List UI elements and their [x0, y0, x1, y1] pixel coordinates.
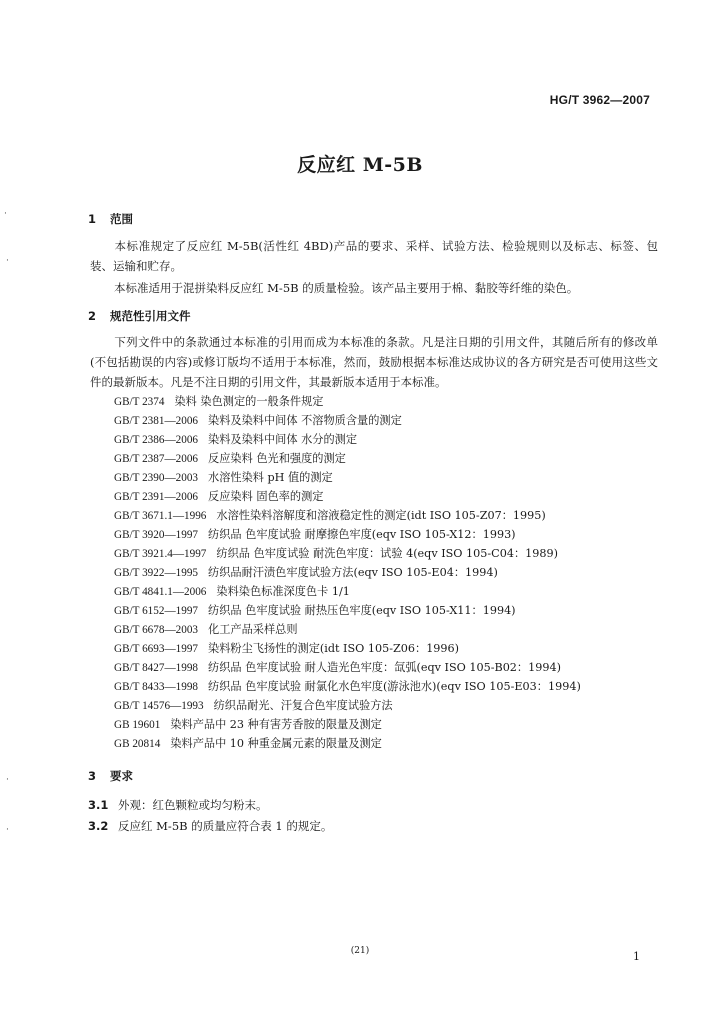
reference-title: 反应染料 固色率的测定 [208, 490, 324, 503]
reference-item [114, 544, 581, 563]
section-heading-requirements [88, 768, 133, 784]
reference-code: GB/T 2387—2006 [114, 453, 199, 465]
reference-item [114, 696, 581, 715]
reference-code: GB/T 4841.1—2006 [114, 586, 207, 598]
reference-code: GB/T 8427—1998 [114, 662, 199, 674]
section-number: 3 [88, 769, 97, 783]
reference-item [114, 582, 581, 601]
section-number: 1 [88, 212, 97, 226]
reference-code: GB/T 2390—2003 [114, 472, 199, 484]
page-number: 1 [633, 950, 640, 963]
clause-number: 3.1 [88, 798, 109, 812]
section-title: 要求 [110, 769, 133, 783]
reference-title: 染料 染色测定的一般条件规定 [174, 395, 324, 408]
scan-mark: · [6, 775, 9, 785]
section-title: 规范性引用文件 [110, 309, 191, 323]
reference-title: 反应染料 色光和强度的测定 [208, 452, 346, 465]
reference-code: GB/T 2386—2006 [114, 434, 199, 446]
reference-code: GB/T 14576—1993 [114, 700, 204, 712]
reference-code: GB/T 6678—2003 [114, 624, 199, 636]
reference-item [114, 563, 581, 582]
scan-mark: · [6, 256, 9, 266]
reference-code: GB 19601 [114, 719, 161, 731]
reference-title: 纺织品耐光、汗复合色牢度试验方法 [213, 699, 393, 712]
reference-code: GB 20814 [114, 738, 161, 750]
scan-mark: · [4, 209, 7, 219]
paragraph-text: 本标准规定了反应红 M-5B(活性红 4BD)产品的要求、采样、试验方法、检验规则以及标志、标签、包装、运输和贮存。 [90, 239, 658, 273]
reference-list [114, 392, 581, 753]
reference-item [114, 677, 581, 696]
reference-item [114, 392, 581, 411]
reference-code: GB/T 6152—1997 [114, 605, 199, 617]
paragraph-text: 下列文件中的条款通过本标准的引用而成为本标准的条款。凡是注日期的引用文件，其随后所有的修改单(不包括勘误的内容)或修订版均不适用于本标准，然而，鼓励根据本标准达成协议的各方研究是否可使用这些文件的最新版本。凡是不注日期的引用文件，其最新版本适用于本标准。 [90, 335, 658, 389]
section-number: 2 [88, 309, 97, 323]
scope-paragraph-2 [90, 278, 658, 298]
clause-number: 3.2 [88, 819, 109, 833]
reference-title: 化工产品采样总则 [208, 623, 298, 636]
scan-mark: · [6, 825, 9, 835]
reference-title: 染料染色标准深度色卡 1/1 [216, 585, 350, 598]
reference-item [114, 620, 581, 639]
reference-code: GB/T 8433—1998 [114, 681, 199, 693]
reference-title: 染料及染料中间体 不溶物质含量的测定 [208, 414, 402, 427]
reference-code: GB/T 2381—2006 [114, 415, 199, 427]
section-heading-normative-references [88, 308, 191, 324]
section-heading-scope [88, 211, 133, 227]
clause-3-2 [88, 818, 332, 834]
reference-item [114, 525, 581, 544]
reference-title: 纺织品 色牢度试验 耐氯化水色牢度(游泳池水)(eqv ISO 105-E03：1994) [208, 680, 581, 693]
reference-title: 水溶性染料 pH 值的测定 [208, 471, 333, 484]
reference-title: 纺织品 色牢度试验 耐洗色牢度：试验 4(eqv ISO 105-C04：1989) [216, 547, 558, 560]
reference-code: GB/T 2391—2006 [114, 491, 199, 503]
reference-title: 纺织品 色牢度试验 耐人造光色牢度：氙弧(eqv ISO 105-B02：1994) [208, 661, 561, 674]
paragraph-text: 本标准适用于混拼染料反应红 M-5B 的质量检验。该产品主要用于棉、黏胶等纤维的染色。 [114, 281, 579, 295]
reference-item [114, 658, 581, 677]
reference-title: 纺织品耐汗渍色牢度试验方法(eqv ISO 105-E04：1994) [208, 566, 498, 579]
clause-text: 外观：红色颗粒或均匀粉末。 [118, 798, 268, 812]
reference-title: 染料及染料中间体 水分的测定 [208, 433, 358, 446]
reference-item [114, 430, 581, 449]
reference-code: GB/T 3920—1997 [114, 529, 199, 541]
standard-code: HG/T 3962—2007 [549, 93, 650, 107]
reference-title: 水溶性染料溶解度和溶液稳定性的测定(idt ISO 105-Z07：1995) [216, 509, 546, 522]
reference-code: GB/T 3671.1—1996 [114, 510, 207, 522]
reference-item [114, 449, 581, 468]
page-sequence: (21) [350, 946, 370, 956]
reference-title: 纺织品 色牢度试验 耐热压色牢度(eqv ISO 105-X11：1994) [208, 604, 516, 617]
reference-title: 染料粉尘飞扬性的测定(idt ISO 105-Z06：1996) [208, 642, 460, 655]
reference-title: 染料产品中 23 种有害芳香胺的限量及测定 [170, 718, 382, 731]
reference-item [114, 734, 581, 753]
reference-item [114, 411, 581, 430]
clause-text: 反应红 M-5B 的质量应符合表 1 的规定。 [118, 819, 333, 833]
scope-paragraph-1 [90, 236, 658, 276]
reference-code: GB/T 3921.4—1997 [114, 548, 207, 560]
reference-item [114, 639, 581, 658]
reference-code: GB/T 2374 [114, 396, 165, 408]
reference-item [114, 715, 581, 734]
page-title: 反应红 M-5B [297, 154, 423, 176]
reference-code: GB/T 6693—1997 [114, 643, 199, 655]
references-intro [90, 332, 658, 392]
reference-item [114, 487, 581, 506]
clause-3-1 [88, 797, 268, 813]
reference-item [114, 506, 581, 525]
reference-item [114, 601, 581, 620]
reference-title: 纺织品 色牢度试验 耐摩擦色牢度(eqv ISO 105-X12：1993) [208, 528, 516, 541]
reference-title: 染料产品中 10 种重金属元素的限量及测定 [170, 737, 382, 750]
reference-code: GB/T 3922—1995 [114, 567, 199, 579]
reference-item [114, 468, 581, 487]
section-title: 范围 [110, 212, 133, 226]
